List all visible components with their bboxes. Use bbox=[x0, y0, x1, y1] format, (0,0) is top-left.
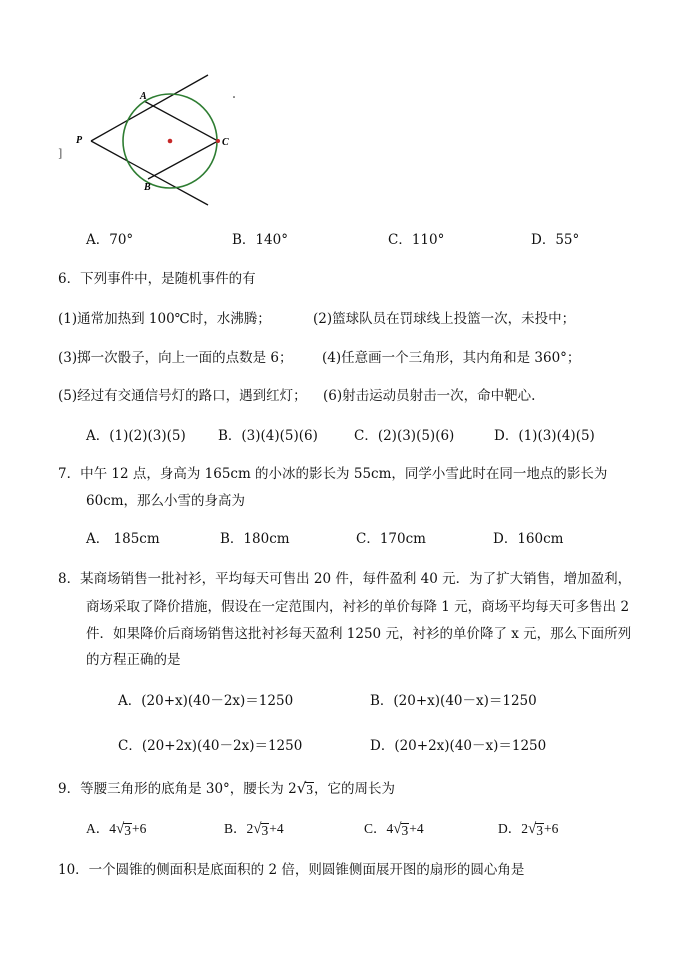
geometry-figure bbox=[56, 70, 256, 214]
tangent-line-lower bbox=[91, 141, 208, 205]
q6-event-4: (4)任意画一个三角形，其内角和是 360°； bbox=[322, 350, 581, 366]
circle-center-dot bbox=[168, 139, 173, 144]
q7-option-a: A． 185cm bbox=[86, 531, 160, 547]
q6-option-a: A．(1)(2)(3)(5) bbox=[86, 428, 186, 444]
stray-dot bbox=[233, 96, 235, 98]
q8-option-a: A．(20+x)(40－2x)＝1250 bbox=[118, 693, 294, 709]
q5-option-c: C．110° bbox=[388, 232, 445, 248]
label-p: P bbox=[76, 135, 83, 146]
q7-option-c: C．170cm bbox=[356, 531, 426, 547]
q8-stem-line4: 的方程正确的是 bbox=[86, 652, 181, 668]
tangent-circle-diagram bbox=[56, 70, 256, 210]
q9-stem-radicand: 3 bbox=[306, 782, 314, 797]
q6-event-5: (5)经过有交通信号灯的路口，遇到红灯； bbox=[58, 388, 307, 404]
q8-stem-line2: 商场采取了降价措施，假设在一定范围内，衬衫的单价每降 1 元，商场平均每天可多售出 2 bbox=[86, 599, 630, 615]
q9-stem-before: 9．等腰三角形的底角是 30°，腰长为 2 bbox=[58, 781, 297, 797]
q9-stem-sqrt: √ 3 bbox=[296, 779, 314, 797]
q9-stem bbox=[58, 777, 395, 797]
tangent-line-upper bbox=[91, 75, 208, 141]
q10-stem: 10．一个圆锥的侧面积是底面积的 2 倍，则圆锥侧面展开图的扇形的圆心角是 bbox=[58, 862, 525, 878]
q8-option-c: C．(20+2x)(40－2x)＝1250 bbox=[118, 738, 303, 754]
q5-option-b: B．140° bbox=[232, 232, 288, 248]
q7-option-d: D．160cm bbox=[493, 531, 564, 547]
q6-stem: 6．下列事件中，是随机事件的有 bbox=[58, 271, 256, 287]
q8-stem-line1: 8．某商场销售一批衬衫，平均每天可售出 20 件，每件盈利 40 元．为了扩大销售，增加盈利， bbox=[58, 571, 632, 587]
q8-option-d: D．(20+2x)(40－x)＝1250 bbox=[370, 738, 547, 754]
margin-bracket: ] bbox=[58, 147, 63, 160]
label-c: C bbox=[222, 137, 229, 148]
q6-option-b: B．(3)(4)(5)(6) bbox=[218, 428, 318, 444]
q6-option-c: C．(2)(3)(5)(6) bbox=[354, 428, 455, 444]
point-c-dot bbox=[216, 139, 220, 143]
q5-option-d: D．55° bbox=[531, 232, 580, 248]
label-a: A bbox=[140, 91, 147, 102]
label-b: B bbox=[144, 182, 151, 193]
q8-option-b: B．(20+x)(40－x)＝1250 bbox=[370, 693, 537, 709]
q9-option-c: C．4 √ 3 +4 bbox=[364, 821, 424, 838]
q6-event-1: (1)通常加热到 100℃时，水沸腾； bbox=[58, 311, 271, 327]
q6-event-6: (6)射击运动员射击一次，命中靶心. bbox=[323, 388, 536, 404]
q6-option-d: D．(1)(3)(4)(5) bbox=[494, 428, 595, 444]
q8-stem-line3: 件．如果降价后商场销售这批衬衫每天盈利 1250 元，衬衫的单价降了 x 元，那么下面所列 bbox=[86, 626, 632, 642]
q6-event-3: (3)掷一次骰子，向上一面的点数是 6； bbox=[58, 350, 293, 366]
q6-event-2: (2)篮球队员在罚球线上投篮一次，未投中； bbox=[313, 311, 576, 327]
q9-option-d: D．2 √ 3 +6 bbox=[498, 821, 559, 838]
q9-option-a: A．4 √ 3 +6 bbox=[86, 821, 147, 838]
q7-stem-line2: 60cm，那么小雪的身高为 bbox=[86, 493, 246, 509]
q7-stem-line1: 7．中午 12 点，身高为 165cm 的小冰的影长为 55cm，同学小雪此时在同一地点的影长为 bbox=[58, 466, 608, 482]
q7-option-b: B．180cm bbox=[220, 531, 290, 547]
q9-stem-after: ，它的周长为 bbox=[314, 781, 396, 797]
q5-option-a: A．70° bbox=[86, 232, 134, 248]
q9-option-b: B．2 √ 3 +4 bbox=[224, 821, 284, 838]
